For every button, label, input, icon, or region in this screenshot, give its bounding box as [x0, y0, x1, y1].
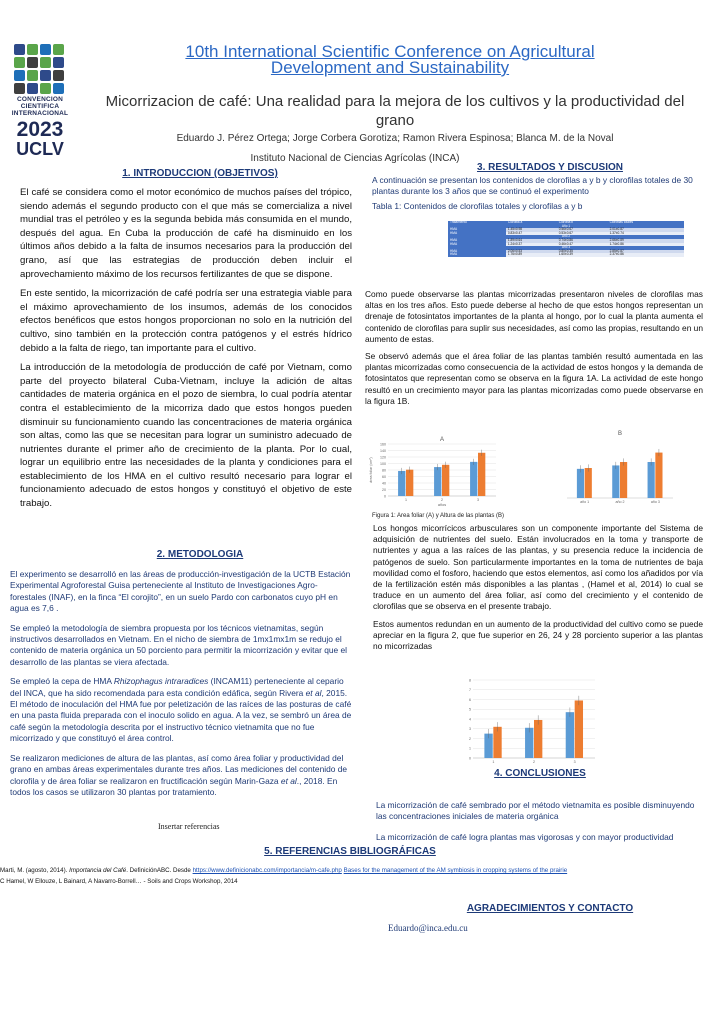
results-paragraph: Se observó además que el área foliar de las plantas también resultó aumentada en las plantas micorrizadas como consecuencia de la actividad de estos hongos y la demanda de fotosintatos que representan como se observa en la figura 1A. La actividad de este hongo resultó en un crecimiento mayor para las plantas micorrizadas como puede observarse en la figura 1B.: [365, 351, 703, 406]
data-table: [448, 221, 684, 257]
insert-references-note: Insertar referencias: [158, 822, 220, 831]
x-tick-label: 3: [573, 760, 576, 764]
paper-title-line: Micorrizacion de café: Una realidad para la mejora de los cultivos y la productividad del: [105, 93, 685, 110]
table-cell: 1.37±0.74: [608, 232, 684, 236]
conference-title-line: 10th International Scientific Conference on Agricultural: [185, 42, 595, 61]
table-row: [448, 253, 684, 257]
bar: [655, 453, 662, 498]
authors: Eduardo J. Pérez Ortega; Jorge Corbera Gorotiza; Ramon Rivera Espinosa; Blanca M. de la Noval: [176, 133, 614, 144]
bar: [470, 462, 477, 496]
conference-title[interactable]: [90, 44, 690, 76]
table-cell: 0.53±0.67: [557, 232, 608, 236]
paper-title: [80, 92, 710, 130]
bar: [612, 465, 619, 498]
y-tick-label: 2: [469, 736, 471, 741]
institution: Instituto Nacional de Ciencias Agrícolas (INCA): [250, 153, 460, 164]
productivity-chart: [455, 672, 605, 767]
logo-year: 2023: [16, 118, 64, 141]
bar: [585, 468, 592, 498]
bar: [442, 465, 449, 496]
contact-email-link[interactable]: Eduardo@inca.edu.cu: [388, 923, 468, 933]
results-intro: A continuación se presentan los contenidos de clorofilas a y b y clorofilas totales de 30 plantas durante los 3 años que se continuó el experimento: [372, 175, 693, 197]
table-cell: 0.74±0.86: [557, 239, 608, 243]
table-cell: 1.45±0.98: [506, 228, 557, 232]
table-header: Tratamiento: [448, 221, 506, 225]
paper-title-line: grano: [375, 112, 415, 129]
text-run: . DefiniciónABC. Desde: [126, 867, 193, 874]
intro-section: [20, 186, 352, 517]
logo-org: UCLV: [16, 139, 64, 159]
methods-paragraph: [10, 753, 352, 799]
methods-paragraph: El experimento se desarrolló en las áreas de producción-investigación de la UCTB Estación Experimental Agroforestal Guisa perteneciente al Instituto de Investigaciones Agro-forestales (INAF), en la finca “El corojito”, en un suelo Pardo con carbonatos cuyo pH en agua es 7,6 .: [10, 569, 351, 614]
references-heading: 5. REFERENCIAS BIBLIOGRÁFICAS: [264, 846, 436, 857]
species-name: Rhizophagus intraradices: [113, 676, 209, 687]
x-tick-label: 1: [405, 498, 407, 502]
table-header: Clorofila b: [557, 221, 608, 225]
results-text-1: [365, 289, 703, 413]
table-cell: HMA: [448, 253, 506, 257]
bar: [577, 469, 584, 498]
conference-title-line: Development and Sustainability: [270, 58, 510, 77]
logo-line: CIENTIFICA: [20, 103, 60, 110]
bar: [434, 467, 441, 496]
logo-line: CONVENCION: [16, 96, 64, 103]
y-tick-label: 5: [469, 707, 471, 712]
results-heading: 3. RESULTADOS Y DISCUSION: [477, 162, 623, 173]
bar: [648, 462, 655, 498]
x-tick-label: año 1: [580, 500, 590, 504]
y-tick-label: 4: [469, 717, 471, 722]
y-tick-label: 80: [382, 468, 386, 473]
table-cell: 1.24±0.37: [506, 243, 557, 247]
results-paragraph: Como puede observarse las plantas micorrizadas presentaron niveles de clorofilas mas altas en los tres años. Esto puede deberse al hecho de que estos hongos representan un drenaje de fotosintatos importantes de la planta al hongo, por lo cual la planta aumenta el contenido de clorofilas para suplir sus necesidades, así como las propias, resultando en un aumento de estas.: [365, 289, 703, 344]
conclusion-1: La micorrización de café sembrado por el método vietnamita es posible disminuyendo las concentraciones iniciales de materia orgánica: [376, 800, 695, 822]
bar: [575, 700, 583, 758]
y-tick-label: 40: [382, 481, 386, 486]
logo-text: [8, 96, 72, 158]
year-label: Año 1: [448, 225, 684, 229]
et-al: et al: [280, 775, 297, 786]
references-list: [0, 865, 723, 887]
table-cell: HMA: [448, 239, 506, 243]
table-cell: 0.46±0.47: [557, 243, 608, 247]
table-title: Tabla 1: Contenidos de clorofilas totales y clorofilas a y b: [372, 201, 583, 211]
conclusions-heading: 4. CONCLUSIONES: [494, 768, 586, 779]
methods-paragraph: [10, 676, 352, 744]
y-tick-label: 0: [384, 494, 386, 499]
reference-title: Importancia del Café: [69, 867, 127, 874]
x-tick-label: 2: [533, 760, 535, 764]
results-paragraph: Estos aumentos redundan en un aumento de la productividad del cultivo como se puede apreciar en la figura 2, que fue superior en 26, 24 y 28 porciento superior a las plantas no micorrizadas: [373, 618, 703, 652]
intro-paragraph: En este sentido, la micorrización de café podría ser una estrategia viable para el máximo aprovechamiento de los insumos, además de los conocidos efectos benéficos que estos hongos proporcionan no solo en la nutrición del cultivo, sino también en la protección contra patógenos y el estrés hídrico debido a la falta de riego, tan importante para el cultivo.: [20, 288, 352, 354]
x-tick-label: año 3: [650, 500, 660, 504]
methods-heading: 2. METODOLOGIA: [156, 549, 244, 560]
intro-paragraph: La introducción de la metodología de producción de café por Vietnam, como parte del proyecto bilateral Cuba-Vietnam, incluye la adición de altas cantidades de materia orgánica en el pozo de siembra, lo cual podría atentar contra el establecimiento de la micorriza dado que estos hongos pueden disminuir su funcionamiento cuando las concentraciones de materia orgánica son altas, como las que se necesitan para lograr un suministro adecuado de nutrientes durante el primer año de crecimiento de la planta. Por lo cual, lograr un equilibrio entre las necesidades de la planta y condiciones para el establecimiento de los HMA en el cultivo resultó necesario para lograr el funcionamiento adecuado de estos hongos y constituyó el objetivo de este trabajo.: [20, 362, 352, 510]
reference-link[interactable]: https://www.definicionabc.com/importancia/m-cafe.php: [192, 867, 342, 874]
y-tick-label: 7: [469, 688, 471, 693]
y-tick-label: 60: [382, 474, 386, 479]
ack-heading: AGRADECIMIENTOS Y CONTACTO: [466, 903, 634, 914]
y-tick-label: 100: [380, 461, 386, 466]
et-al: et al: [305, 687, 322, 698]
table-header: Clorofilas totales: [608, 221, 684, 225]
table-cell: HMA: [448, 250, 506, 254]
table-cell: 0.80±0.35: [557, 250, 608, 254]
table-cell: 2.06±0.53: [506, 250, 557, 254]
reference-item: C Hamel, W Ellouze, L Bainard, A Navarro-Borrell… - Soils and Crops Workshop, 2014: [0, 878, 238, 885]
y-tick-label: 3: [469, 727, 471, 732]
logo-line: INTERNACIONAL: [11, 110, 69, 117]
y-tick-label: 0: [469, 756, 471, 761]
y-tick-label: 6: [469, 697, 471, 702]
results-text-2: [373, 523, 703, 658]
year-label: Año 2: [448, 235, 684, 239]
x-tick-label: 2: [441, 498, 443, 502]
table-cell: 2.01±0.87: [608, 228, 684, 232]
reference-link[interactable]: Bases for the management of the AM symbiosis in cropping systems of the prairie: [343, 867, 568, 874]
y-tick-label: 140: [380, 448, 386, 453]
figure1-caption: Figura 1: Area foliar (A) y Altura de las plantas (B): [372, 513, 505, 519]
table-cell: 2.37±0.86: [608, 253, 684, 257]
bar: [398, 471, 405, 496]
table-cell: HMA: [448, 243, 506, 247]
table-cell: 1.89±0.64: [506, 239, 557, 243]
conclusion-2: La micorrización de café logra plantas mas vigorosas y con mayor productividad: [376, 832, 674, 842]
x-tick-label: 3: [477, 498, 479, 502]
reference-item: [0, 865, 723, 876]
bar: [406, 470, 413, 496]
leaf-area-chart: [368, 432, 508, 512]
text-run: (INCAM11) perteneciente al cepario del INCA, que ha sido recomendada para esta condición edáfica, según Rivera: [10, 676, 344, 698]
chart-title: A: [439, 437, 445, 443]
table-cell: 1.60±0.39: [557, 253, 608, 257]
methods-paragraph: Se empleó la metodología de siembra propuesta por los técnicos vietnamitas, según instructivos desarrollados en Vietnam. En el nicho de siembra de 1mx1mx1m se redujo el contenido de materia orgánica un 50 porciento para permitir la micorrización y evitar que el desarrollo de las plantas se viera afectada.: [10, 622, 348, 667]
table-cell: 1.74±0.86: [608, 243, 684, 247]
text-run: , 2015. El método de inoculación del HMA fue por peletización de las raíces de las posturas de café en una pasta fluida preparada con el inoculo solido en agua. A la vez, se sembró un área de café según la metodología descrita por el instructivo técnico vietnamita que no fue micorrizado y que constituyó el área control.: [10, 687, 352, 744]
table-cell: 0.83±0.47: [506, 232, 557, 236]
x-tick-label: 1: [492, 760, 495, 764]
table-cell: 2.66±0.89: [608, 239, 684, 243]
text-run: ., 2018. En todos los casos se utilizaron 30 plantas por tratamiento.: [10, 775, 338, 797]
table-cell: 2.85±0.87: [608, 250, 684, 254]
table-cell: 0.56±0.67: [557, 228, 608, 232]
table-cell: 1.76±0.89: [506, 253, 557, 257]
conference-logo-icon: [14, 44, 64, 94]
year-label: Año 3: [448, 246, 684, 250]
plant-height-chart: [555, 430, 680, 512]
y-tick-label: 20: [382, 487, 386, 492]
y-tick-label: 1: [469, 746, 471, 751]
text-run: Se realizaron mediciones de altura de las plantas, así como área foliar y productividad del grano en ambas áreas experimentales durante tres años. Las mediciones del contenido de clorofila y de área foliar se realizaron en fructificación según Marin-Gaza: [10, 752, 348, 786]
x-axis-label: años: [437, 503, 447, 507]
chlorophyll-table: [448, 221, 684, 257]
table-cell: HMA: [448, 232, 506, 236]
text-run: Marti, M. (agosto, 2014).: [0, 867, 70, 874]
y-tick-label: 120: [380, 455, 386, 460]
bar: [534, 720, 542, 758]
y-axis-label: área foliar (cm²): [369, 457, 373, 483]
x-tick-label: año 2: [615, 500, 625, 504]
text-run: Se empleó la cepa de HMA: [10, 676, 114, 687]
bar: [620, 462, 627, 498]
methods-section: [10, 569, 352, 806]
bar: [566, 712, 574, 758]
intro-paragraph: El café se considera como el motor económico de muchos países del trópico, siendo además el segundo producto con el que más se comercializa a nivel mundial tras el petróleo y es la segunda bebida más consumida en el mundo, después del agua. En Cuba la producción de café ha disminuido en los últimos años debido a la falta de insumos necesarios para la producción del grano, así que las estrategias de producción deben incluir el aprovechamiento máximo de los recursos fertilizantes de que se dispone.: [20, 187, 352, 280]
y-tick-label: 8: [469, 678, 471, 683]
table-header: Clorofila a: [506, 221, 557, 225]
chart-title: B: [617, 431, 623, 437]
results-paragraph: Los hongos micorrícicos arbusculares son un componente importante del Sistema de adquisición de nutrientes del suelo. Están involucrados en la toma y transporte de nutrientes y agua a las raíces de las plantas, y su presencia reduce la incidencia de patógenos de suelo. Son particularmente importantes en la toma de nutrientes de baja movilidad como el fosforo, haciendo que estos elementos, así como los añadidos por vía de la fertilización estén más disponibles a las plantas , (Hamel et al, 2014) lo cual se traduce en un aumento del área foliar, así como del crecimiento y el contenido de clorofilas que se observa en el presente trabajo.: [373, 523, 703, 612]
table-cell: HMA: [448, 228, 506, 232]
intro-heading: 1. INTRODUCCION (OBJETIVOS): [122, 168, 278, 179]
bar: [478, 453, 485, 496]
y-tick-label: 160: [380, 442, 386, 447]
